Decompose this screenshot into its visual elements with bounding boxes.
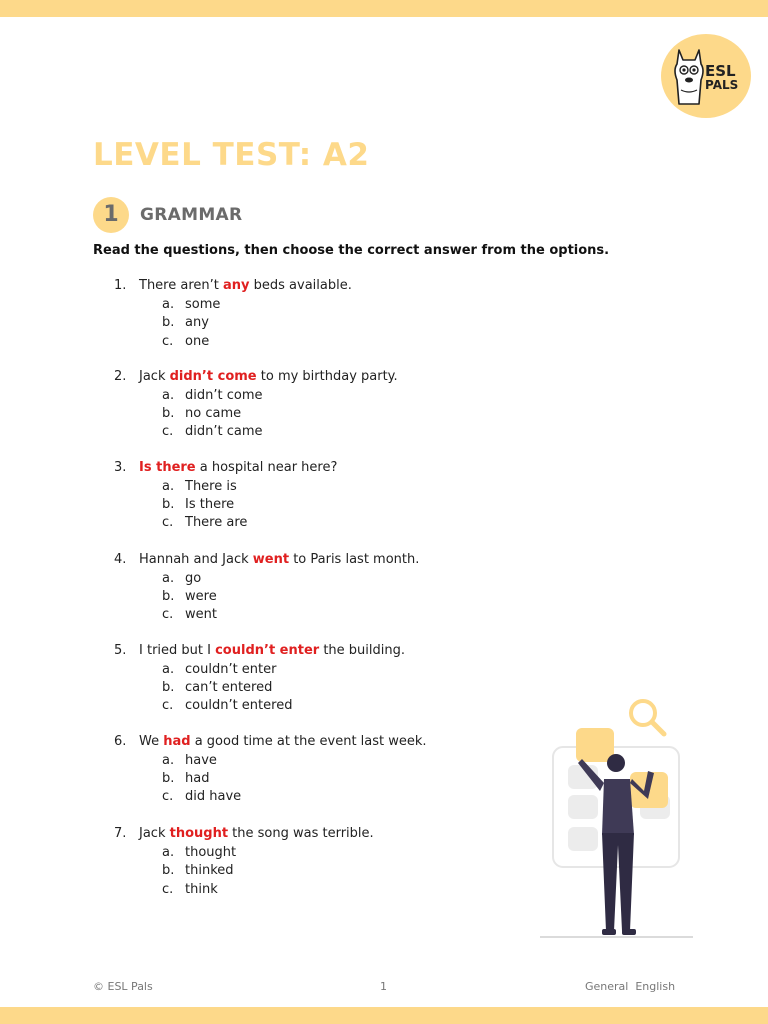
question-text bbox=[139, 643, 405, 658]
question-text bbox=[139, 552, 419, 567]
option-text: think bbox=[185, 882, 218, 897]
question-number: 1. bbox=[114, 278, 127, 293]
option-text: There are bbox=[185, 515, 248, 530]
option-text: didn’t came bbox=[185, 424, 263, 439]
option-text: couldn’t enter bbox=[185, 662, 277, 677]
logo-text bbox=[705, 64, 738, 92]
option-letter: c. bbox=[162, 334, 174, 349]
option-text: go bbox=[185, 571, 202, 586]
option-letter: a. bbox=[162, 753, 175, 768]
bottom-band bbox=[0, 1007, 768, 1024]
option-letter: c. bbox=[162, 515, 174, 530]
question-number: 3. bbox=[114, 460, 127, 475]
option-letter: a. bbox=[162, 388, 175, 403]
question-highlight: any bbox=[223, 278, 250, 293]
question-text-before: We bbox=[139, 734, 164, 749]
footer-category: General English bbox=[585, 980, 676, 993]
option-text: thought bbox=[185, 845, 237, 860]
question-text bbox=[139, 734, 427, 749]
question-text-after: to Paris last month. bbox=[289, 552, 420, 567]
option-text: any bbox=[185, 315, 209, 330]
footer-page-number: 1 bbox=[380, 980, 387, 993]
logo-line1: ESL bbox=[705, 62, 736, 80]
question-text-after: a good time at the event last week. bbox=[190, 734, 427, 749]
option-text: some bbox=[185, 297, 221, 312]
llama-icon bbox=[671, 46, 707, 106]
option-text: thinked bbox=[185, 863, 234, 878]
question-number: 4. bbox=[114, 552, 127, 567]
option-text: There is bbox=[185, 479, 237, 494]
page-title: LEVEL TEST: A2 bbox=[93, 137, 370, 173]
question-text-before: Jack bbox=[139, 826, 170, 841]
question-highlight: couldn’t enter bbox=[215, 643, 320, 658]
question-text bbox=[139, 826, 374, 841]
question-text-after: a hospital near here? bbox=[195, 460, 338, 475]
esl-pals-logo bbox=[661, 34, 751, 118]
question-text-before: Jack bbox=[139, 369, 170, 384]
question-text-after: to my birthday party. bbox=[256, 369, 398, 384]
question-highlight: had bbox=[163, 734, 191, 749]
footer-copyright: © ESL Pals bbox=[93, 980, 153, 993]
section-title: GRAMMAR bbox=[140, 205, 243, 225]
option-text: didn’t come bbox=[185, 388, 263, 403]
option-letter: b. bbox=[162, 406, 175, 421]
option-letter: b. bbox=[162, 589, 175, 604]
option-letter: c. bbox=[162, 424, 174, 439]
question-text-after: the building. bbox=[319, 643, 406, 658]
question-number: 6. bbox=[114, 734, 127, 749]
option-text: can’t entered bbox=[185, 680, 273, 695]
option-letter: c. bbox=[162, 882, 174, 897]
option-text: Is there bbox=[185, 497, 235, 512]
option-text: did have bbox=[185, 789, 242, 804]
option-text: had bbox=[185, 771, 210, 786]
question-highlight: Is there bbox=[139, 460, 196, 475]
option-letter: a. bbox=[162, 845, 175, 860]
option-letter: b. bbox=[162, 863, 175, 878]
section-number-badge: 1 bbox=[93, 197, 129, 233]
question-text-before: I tried but I bbox=[139, 643, 216, 658]
instruction-text: Read the questions, then choose the correct answer from the options. bbox=[93, 243, 610, 258]
option-text: went bbox=[185, 607, 217, 622]
question-number: 2. bbox=[114, 369, 127, 384]
question-text-before: There aren’t bbox=[139, 278, 223, 293]
option-letter: c. bbox=[162, 789, 174, 804]
option-text: no came bbox=[185, 406, 242, 421]
question-text-after: the song was terrible. bbox=[228, 826, 374, 841]
magnifier-icon bbox=[631, 701, 664, 734]
question-text bbox=[139, 369, 398, 384]
option-letter: a. bbox=[162, 479, 175, 494]
question-highlight: didn’t come bbox=[169, 369, 257, 384]
question-text bbox=[139, 278, 352, 293]
option-letter: b. bbox=[162, 315, 175, 330]
logo-line2: PALS bbox=[705, 78, 739, 92]
option-text: one bbox=[185, 334, 210, 349]
question-text bbox=[139, 460, 337, 475]
option-letter: a. bbox=[162, 297, 175, 312]
option-letter: a. bbox=[162, 662, 175, 677]
top-band bbox=[0, 0, 768, 17]
option-text: have bbox=[185, 753, 217, 768]
question-number: 5. bbox=[114, 643, 127, 658]
option-letter: c. bbox=[162, 607, 174, 622]
option-text: couldn’t entered bbox=[185, 698, 293, 713]
option-letter: b. bbox=[162, 497, 175, 512]
question-text-after: beds available. bbox=[249, 278, 352, 293]
question-highlight: thought bbox=[169, 826, 229, 841]
option-letter: c. bbox=[162, 698, 174, 713]
question-text-before: Hannah and Jack bbox=[139, 552, 253, 567]
option-letter: a. bbox=[162, 571, 175, 586]
person-search-illustration bbox=[540, 695, 700, 944]
option-letter: b. bbox=[162, 680, 175, 695]
option-letter: b. bbox=[162, 771, 175, 786]
question-number: 7. bbox=[114, 826, 127, 841]
question-highlight: went bbox=[252, 552, 290, 567]
option-text: were bbox=[185, 589, 217, 604]
